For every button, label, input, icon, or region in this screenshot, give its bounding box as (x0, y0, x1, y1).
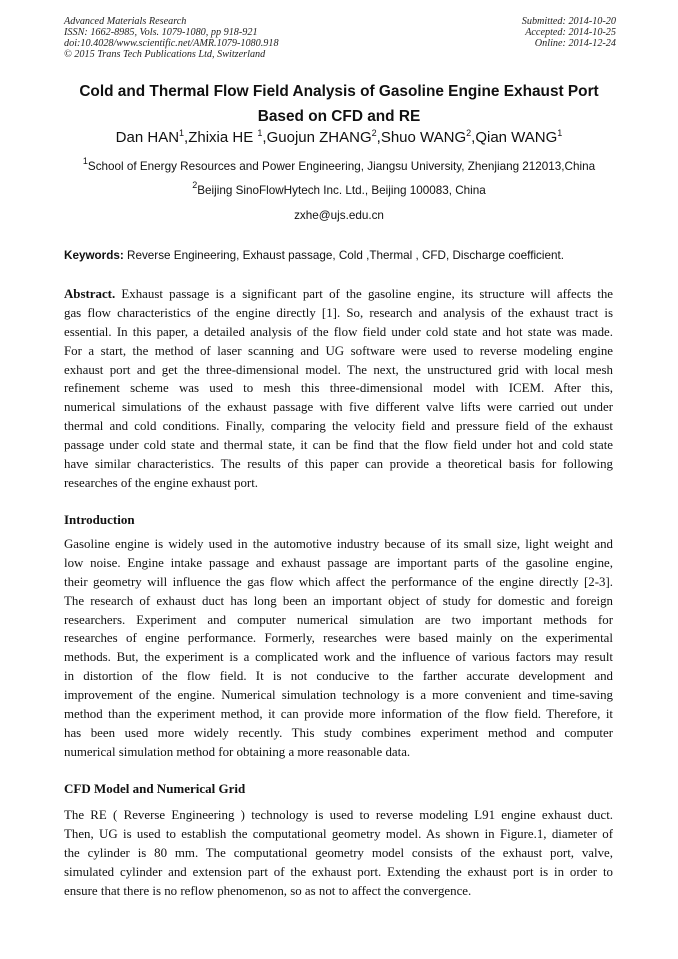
copyright-line: © 2015 Trans Tech Publications Ltd, Switzerland (64, 49, 266, 60)
cfd-paragraph (64, 806, 613, 900)
paragraph-line: improvement of the engine. Numerical simulation technology is a more convenient and time-saving (64, 688, 613, 703)
affiliation-text: School of Energy Resources and Power Engineering, Jiangsu University, Zhenjiang 212013,China (87, 160, 596, 173)
abstract-line: Abstract. Exhaust passage is a significant part of the gasoline engine, its structure will affects the (64, 287, 613, 301)
paragraph-line: simulated cylinder and extension part of the exhaust port. Extending the exhaust port is in order to (64, 864, 613, 879)
corresponding-email: zxhe@ujs.edu.cn (294, 209, 384, 222)
section-heading-introduction: Introduction (64, 512, 135, 527)
paragraph-line: Gasoline engine is widely used in the automotive industry because of its small size, light weight and (64, 537, 613, 551)
paragraph-line: the cylinder is 80 mm. The computational geometry model consists of the exhaust port, valve, (64, 845, 613, 860)
author-name: Shuo WANG (380, 129, 467, 146)
publication-info (64, 16, 279, 60)
abstract-line: gas flow characteristics of the engine directly [1]. So, research and analysis of the exhaust tract is (64, 305, 613, 320)
paragraph-line: The research of exhaust duct has long been an important object of study for domestic and foreign (64, 593, 613, 608)
author-name: Guojun ZHANG (266, 129, 372, 146)
paragraph-line: low noise. Engine intake passage and exhaust passage are important parts of the gasoline engine, (64, 555, 613, 570)
abstract (64, 285, 613, 493)
paper-title (40, 79, 638, 129)
author-name: Qian WANG (475, 129, 558, 146)
keywords-label: Keywords: (64, 249, 124, 262)
paragraph-line: methods. But, the experiment is a complicated work and the influence of various factors may result (64, 650, 613, 665)
paragraph-line: The RE ( Reverse Engineering ) technology is used to reverse modeling L91 engine exhaust duct. (64, 808, 613, 822)
title-line-2: Based on CFD and RE (257, 108, 421, 125)
abstract-line: essential. In this paper, a detailed analysis of the flow field under cold state and hot state was made. (64, 324, 613, 339)
author-affiliation-mark: 2 (371, 128, 377, 138)
author-list: Dan HAN$^1$,Zhixia HE $^1$,Guojun ZHANG$^2$,Shuo WANG$^2$,Qian WANG$^1$ (115, 128, 563, 146)
author-affiliation-mark: 2 (466, 128, 472, 138)
abstract-line: exhaust port and get the three-dimensional model. The next, the unstructured grid with local mesh (64, 362, 613, 377)
doi-line: doi:10.4028/www.scientific.net/AMR.1079-1080.918 (64, 38, 279, 49)
affiliation-mark: 2 (192, 180, 198, 190)
abstract-line: researches of the engine exhaust port. (64, 475, 258, 490)
journal-name: Advanced Materials Research (64, 16, 187, 27)
paragraph-line: their geometry will influence the gas flow which affect the performance of the engine directly [2-3]. (64, 574, 613, 589)
paragraph-line: numerical simulation method for obtaining a more reasonable data. (64, 744, 411, 759)
paragraph-line: ensure that there is no reflow phenomenon, so as not to affect the convergence. (64, 883, 472, 898)
affiliation-2 (0, 180, 678, 198)
introduction-paragraph (64, 535, 613, 762)
accepted-date: Accepted: 2014-10-25 (525, 27, 616, 38)
submitted-date: Submitted: 2014-10-20 (521, 16, 616, 27)
author-affiliation-mark: 1 (179, 128, 185, 138)
abstract-line: numerical simulations of the exhaust passage with five different valve lifts were carried out under (64, 400, 613, 415)
affiliation-1 (0, 156, 678, 174)
abstract-label: Abstract. (64, 287, 116, 301)
abstract-line: passage under cold state and thermal state, it can be find that the flow field under hot and cold state (64, 438, 613, 453)
section-heading-cfd-model: CFD Model and Numerical Grid (64, 781, 246, 796)
paragraph-line: Then, UG is used to establish the computational geometry model. As shown in Figure.1, diameter of (64, 826, 613, 841)
title-line-1: Cold and Thermal Flow Field Analysis of Gasoline Engine Exhaust Port (79, 83, 599, 100)
author-affiliation-mark: 1 (557, 128, 563, 138)
paragraph-line: has been used more widely recently. This study combines experiment method and computer (64, 725, 613, 740)
author-name: Zhixia HE (188, 129, 258, 146)
abstract-line: thermal and cold conditions. Finally, comparing the velocity field and pressure field of the exhaust (64, 419, 613, 434)
keywords (64, 249, 624, 263)
abstract-line: refinement scheme was used to mesh this three-dimensional model with ICEM. After this, (64, 381, 613, 396)
author-affiliation-mark: 1 (257, 128, 263, 138)
affiliation-text: Beijing SinoFlowHytech Inc. Ltd., Beijing 100083, China (197, 184, 486, 197)
paragraph-line: researches of engine performance. Formerly, researches were based mainly on the experimental (64, 631, 613, 646)
author-name: Dan HAN (115, 129, 180, 146)
keywords-text: Reverse Engineering, Exhaust passage, Cold ,Thermal , CFD, Discharge coefficient. (123, 249, 564, 262)
issn-line: ISSN: 1662-8985, Vols. 1079-1080, pp 918-921 (64, 27, 258, 38)
paragraph-line: researchers. Experiment and computer numerical simulation are two important methods for (64, 612, 613, 627)
paragraph-line: in distortion of the flow field. It is not conducive to the farther accurate development and (64, 669, 613, 684)
abstract-line: have similar characteristics. The results of this paper can provide a theoretical basis for following (64, 457, 613, 472)
publication-dates (522, 16, 616, 49)
affiliation-mark: 1 (82, 156, 88, 166)
paragraph-line: method than the experiment method, it can provide more information of the flow field. Therefore, it (64, 707, 613, 722)
online-date: Online: 2014-12-24 (534, 38, 616, 49)
abstract-line: For a start, the method of laser scanning and UG software were used to reverse modeling engine (64, 343, 613, 358)
